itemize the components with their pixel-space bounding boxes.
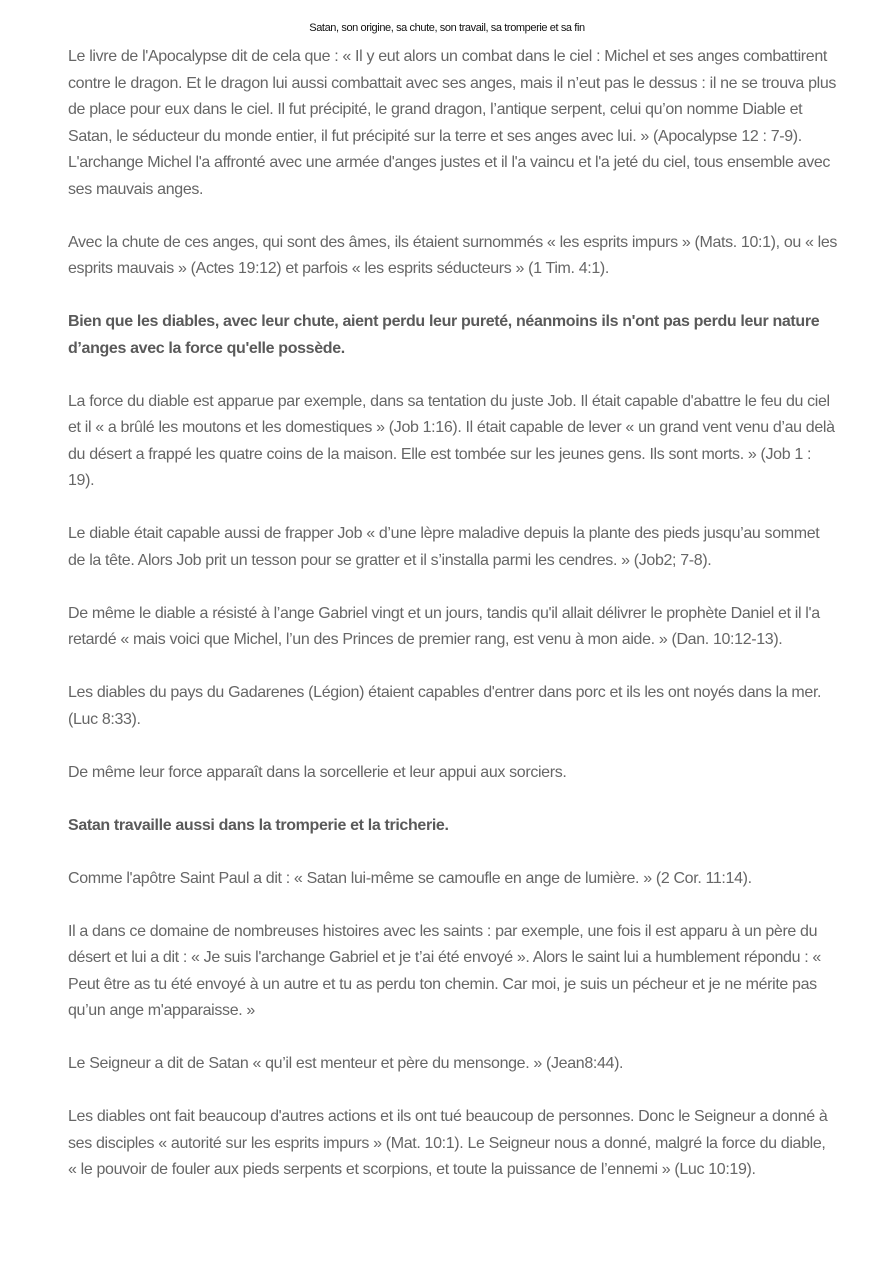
paragraph-gadarenes: Les diables du pays du Gadarenes (Légion) étaient capables d'entrer dans porc et ils les ont noyés dans la mer. (Luc 8:33). [68,684,822,728]
paragraph-job-leprosy: Le diable était capable aussi de frapper Job « d’une lèpre maladive depuis la plante des pieds jusqu’au sommet de la tête. Alors Job prit un tesson pour se gratter et il s’installa parmi les cendres. » (Job2; 7-8). [68,525,820,569]
page-header-title: Satan, son origine, sa chute, son travail, sa tromperie et sa fin [309,22,585,34]
paragraph-heading-deception: Satan travaille aussi dans la tromperie et la tricherie. [68,816,449,834]
paragraph-apocalypse-combat: Le livre de l'Apocalypse dit de cela que : « Il y eut alors un combat dans le ciel : Michel et ses anges combattirent contre le dragon. Et le dragon lui aussi combattait avec ses anges, mais il n’eut pas le dessus : il ne se trouva plus de place pour eux dans le ciel. Il fut précipité, le grand dragon, l’antique serpent, celui qu’on nomme Diable et Satan, le séducteur du monde entier, il fut précipité sur la terre et ses anges avec lui. » (Apocalypse 12 : 7-9). L'archange Michel l'a affronté avec une armée d'anges justes et il l'a vaincu et l'a jeté du ciel, tous ensemble avec ses mauvais anges. [68,48,837,198]
paragraph-job-temptation: La force du diable est apparue par exemple, dans sa tentation du juste Job. Il était capable d'abattre le feu du ciel et il « a brûlé les moutons et les domestiques » (Job 1:16). Il était capable de lever « un grand vent venu d’au delà du désert a frappé les quatre coins de la maison. Elle est tombée sur les jeunes gens. Ils sont morts. » (Job 1 : 19). [68,392,835,489]
document-body [68,44,838,1210]
paragraph-fallen-angels-names: Avec la chute de ces anges, qui sont des âmes, ils étaient surnommés « les esprits impurs » (Mats. 10:1), ou « les esprits mauvais » (Actes 19:12) et parfois « les esprits séducteurs » (1 Tim. 4:1). [68,233,838,277]
paragraph-gabriel-daniel: De même le diable a résisté à l’ange Gabriel vingt et un jours, tandis qu'il allait délivrer le prophète Daniel et il l'a retardé « mais voici que Michel, l’un des Princes de premier rang, est venu à mon aide. » (Dan. 10:12-13). [68,604,820,648]
paragraph-father-of-lies: Le Seigneur a dit de Satan « qu’il est menteur et père du mensonge. » (Jean8:44). [68,1055,624,1072]
paragraph-desert-father: Il a dans ce domaine de nombreuses histoires avec les saints : par exemple, une fois il est apparu à un père du désert et lui a dit : « Je suis l'archange Gabriel et je t’ai été envoyé ». Alors le saint lui a humblement répondu : « Peut être as tu été envoyé à un autre et tu as perdu ton chemin. Car moi, je suis un pécheur et je ne mérite pas qu’un ange m'apparaisse. » [68,922,821,1019]
paragraph-authority-over-spirits: Les diables ont fait beaucoup d'autres actions et ils ont tué beaucoup de personnes. Donc le Seigneur a donné à ses disciples « autorité sur les esprits impurs » (Mat. 10:1). Le Seigneur nous a donné, malgré la force du diable, « le pouvoir de fouler aux pieds serpents et scorpions, et toute la puissance de l’ennemi » (Luc 10:19). [68,1108,828,1178]
paragraph-heading-angelic-nature: Bien que les diables, avec leur chute, aient perdu leur pureté, néanmoins ils n'ont pas perdu leur nature d’anges avec la force qu'elle possède. [68,313,820,357]
paragraph-sorcery: De même leur force apparaît dans la sorcellerie et leur appui aux sorciers. [68,763,567,781]
paragraph-saint-paul: Comme l'apôtre Saint Paul a dit : « Satan lui-même se camoufle en ange de lumière. » (2 Cor. 11:14). [68,869,752,887]
